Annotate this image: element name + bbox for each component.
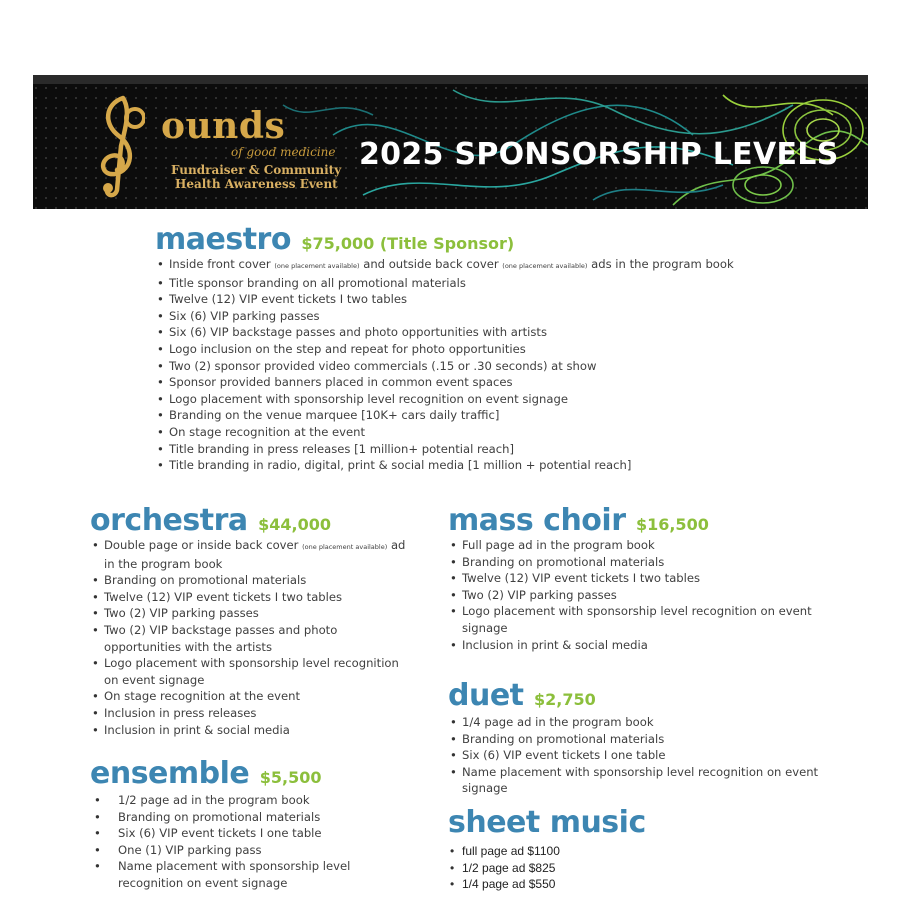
list-item: • Logo placement with sponsorship level recognition on event signage [155, 391, 875, 408]
tier-duet [448, 678, 848, 797]
tier-heading [90, 503, 410, 537]
list-item: • Branding on the venue marquee [10K+ cars daily traffic] [155, 407, 875, 424]
benefit-list [448, 537, 848, 653]
list-item: • Branding on promotional materials [448, 554, 848, 571]
benefit-list [90, 792, 410, 892]
tier-price: $5,500 [259, 768, 322, 787]
tier-title: maestro [155, 222, 291, 257]
list-item: • Two (2) VIP parking passes [448, 587, 848, 604]
list-item: • Six (6) VIP event tickets I one table [90, 825, 410, 842]
list-item: • Name placement with sponsorship level recognition on event signage [448, 764, 848, 797]
list-item: • Branding on promotional materials [90, 572, 410, 589]
benefit-list [448, 714, 848, 797]
list-item: • Full page ad in the program book [448, 537, 848, 554]
list-item: • Logo inclusion on the step and repeat for photo opportunities [155, 341, 875, 358]
list-item: • full page ad $1100 [448, 843, 748, 860]
header-banner [33, 75, 868, 209]
tier-heading [90, 756, 410, 792]
list-item: • One (1) VIP parking pass [90, 842, 410, 859]
list-item: • 1/4 page ad in the program book [448, 714, 848, 731]
tier-heading [448, 503, 848, 537]
treble-clef-logo-icon [95, 90, 145, 200]
list-item: • On stage recognition at the event [90, 688, 410, 705]
tier-price: $75,000 (Title Sponsor) [301, 234, 515, 253]
tier-ensemble [90, 756, 410, 892]
list-item: • Two (2) sponsor provided video commercials (.15 or .30 seconds) at show [155, 358, 875, 375]
tier-title: ensemble [90, 756, 250, 791]
list-item: • Branding on promotional materials [90, 809, 410, 826]
list-item: • Two (2) VIP parking passes [90, 605, 410, 622]
list-item: • Name placement with sponsorship level recognition on event signage [90, 858, 410, 891]
tier-title: duet [448, 678, 524, 713]
list-item: • Inclusion in print & social media [90, 722, 410, 739]
list-item: • Title sponsor branding on all promotional materials [155, 275, 875, 292]
list-item: • Two (2) VIP backstage passes and photo opportunities with the artists [90, 622, 410, 655]
logo-wordmark: ounds [161, 105, 286, 147]
list-item: • Twelve (12) VIP event tickets I two tables [448, 570, 848, 587]
list-item: • Six (6) VIP backstage passes and photo opportunities with artists [155, 324, 875, 341]
list-item: • Branding on promotional materials [448, 731, 848, 748]
list-item: • Inclusion in press releases [90, 705, 410, 722]
logo-tagline-1: Fundraiser & Community [171, 163, 342, 177]
list-item: • Double page or inside back cover (one placement available) ad in the program book [90, 537, 410, 572]
list-item: • Inside front cover (one placement available) and outside back cover (one placement available) ads in the program book [155, 256, 875, 275]
logo-tagline-2: Health Awareness Event [175, 177, 338, 191]
list-item: • Inclusion in print & social media [448, 637, 848, 654]
tier-heading [448, 805, 748, 843]
benefit-list [448, 843, 748, 893]
list-item: • Twelve (12) VIP event tickets I two tables [90, 589, 410, 606]
list-item: • On stage recognition at the event [155, 424, 875, 441]
list-item: • Logo placement with sponsorship level recognition on event signage [448, 603, 848, 636]
tier-orchestra [90, 503, 410, 738]
list-item: • Twelve (12) VIP event tickets I two tables [155, 291, 875, 308]
tier-price: $44,000 [258, 515, 331, 534]
list-item: • Six (6) VIP event tickets I one table [448, 747, 848, 764]
list-item: • Logo placement with sponsorship level recognition on event signage [90, 655, 410, 688]
tier-mass-choir [448, 503, 848, 653]
list-item: • 1/4 page ad $550 [448, 876, 748, 893]
banner-title: 2025 SPONSORSHIP LEVELS [359, 137, 839, 172]
benefit-list [155, 256, 875, 474]
tier-maestro [155, 222, 875, 474]
list-item: • 1/2 page ad in the program book [90, 792, 410, 809]
tier-title: sheet music [448, 805, 646, 840]
tier-price: $2,750 [533, 690, 596, 709]
logo-subtitle: of good medicine [231, 145, 336, 159]
tier-title: mass choir [448, 503, 626, 538]
list-item: • Sponsor provided banners placed in common event spaces [155, 374, 875, 391]
tier-sheet-music [448, 805, 748, 893]
tier-heading [155, 222, 875, 256]
tier-heading [448, 678, 848, 714]
list-item: • 1/2 page ad $825 [448, 860, 748, 877]
list-item: • Title branding in press releases [1 million+ potential reach] [155, 441, 875, 458]
benefit-list [90, 537, 410, 738]
list-item: • Six (6) VIP parking passes [155, 308, 875, 325]
list-item: • Title branding in radio, digital, print & social media [1 million + potential reach] [155, 457, 875, 474]
tier-price: $16,500 [635, 515, 709, 534]
tier-title: orchestra [90, 503, 248, 538]
